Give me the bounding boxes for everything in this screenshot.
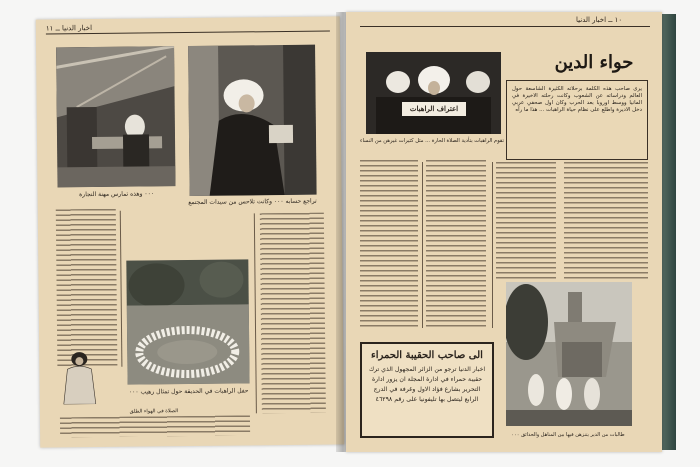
- left-text-bottom: [60, 415, 250, 437]
- caption-convent-garden: طالبات من الدير يتنزهن فيها بين المناهل والحدائق ٠٠٠: [511, 432, 625, 438]
- caption-nun-sitting: تراجع حسابه ٠٠٠ وكانت تلاحس من سيدات المجتمع: [188, 197, 317, 207]
- column-divider: [120, 211, 123, 367]
- magazine-edge-strip: [660, 14, 676, 450]
- right-text-column-2: [426, 160, 486, 330]
- left-page: [36, 16, 344, 447]
- left-page-header: اخبار الدنيا ــ ١١: [45, 24, 93, 33]
- right-header-rule: [360, 26, 650, 27]
- photo-nun-sitting: [188, 45, 317, 196]
- notice-box-red-bag: [360, 342, 494, 438]
- nun-sitting-illustration: [188, 45, 317, 196]
- convent-garden-illustration: [506, 282, 632, 426]
- column-divider: [254, 213, 257, 413]
- intro-box-text: يرى صاحب هذه الكلمة برحلاته الكثيرة الشاسعة حول العالم ودراساته عن الشعوب وكانت رحلته الاخيرة في المانيا ووسط اوروبا بعد الحرب وكان اول صحفي عربي دخل الاديرة واطلع على نظام حياة الراهبات ... هذا ما رآه: [512, 86, 642, 113]
- right-text-column-1: [360, 160, 418, 330]
- workshop-illustration: [56, 46, 175, 187]
- notice-text: اخبار الدنيا ترجو من الزائر المجهول الذي ترك حقيبة حمراء في ادارة المجلة ان يزور ادارة التحرير بشارع فؤاد الاول وغرفة في الدرج الرابع ليتصل بها تليفونيا على رقم ٤٦٢٩٨: [368, 366, 486, 403]
- small-nun-illustration: [59, 349, 100, 404]
- caption-nuns-circle: حفل الراهبات في الحديقة حول تمثال رهيب ٠٠٠: [128, 387, 249, 396]
- left-text-column-1: [56, 209, 118, 370]
- right-page-header: ١٠ ــ اخبار الدنيا: [576, 16, 623, 24]
- photo-small-nun-figure: [59, 349, 100, 404]
- photo-banner: اعتراف الراهبات: [402, 102, 466, 116]
- photo-nun-workshop: [56, 46, 175, 187]
- notice-title: الى صاحب الحقيبة الحمراء: [371, 350, 483, 361]
- caption-small-figure: الصلاة في الهواء الطلق: [129, 408, 179, 415]
- right-page: [346, 12, 662, 452]
- photo-nuns-circle: [126, 259, 249, 384]
- left-text-column-3: [260, 213, 326, 414]
- column-divider: [422, 162, 423, 328]
- caption-nuns-praying: تقوم الراهبات بتأدية الصلاة الحارة ... مثل كثيرات غيرهن من النساء: [360, 138, 504, 144]
- article-title: حواء الدين: [554, 52, 634, 73]
- right-text-column-3: [496, 162, 556, 282]
- photo-convent-garden: [506, 282, 632, 426]
- column-divider: [492, 162, 493, 328]
- nuns-praying-illustration: [366, 52, 501, 134]
- caption-workshop: ٠٠٠ وهذه تمارس مهنة النجارة: [79, 190, 155, 199]
- nuns-circle-illustration: [126, 259, 249, 384]
- right-text-column-4: [564, 162, 648, 282]
- photo-nuns-praying: [366, 52, 501, 134]
- intro-box: [506, 80, 648, 160]
